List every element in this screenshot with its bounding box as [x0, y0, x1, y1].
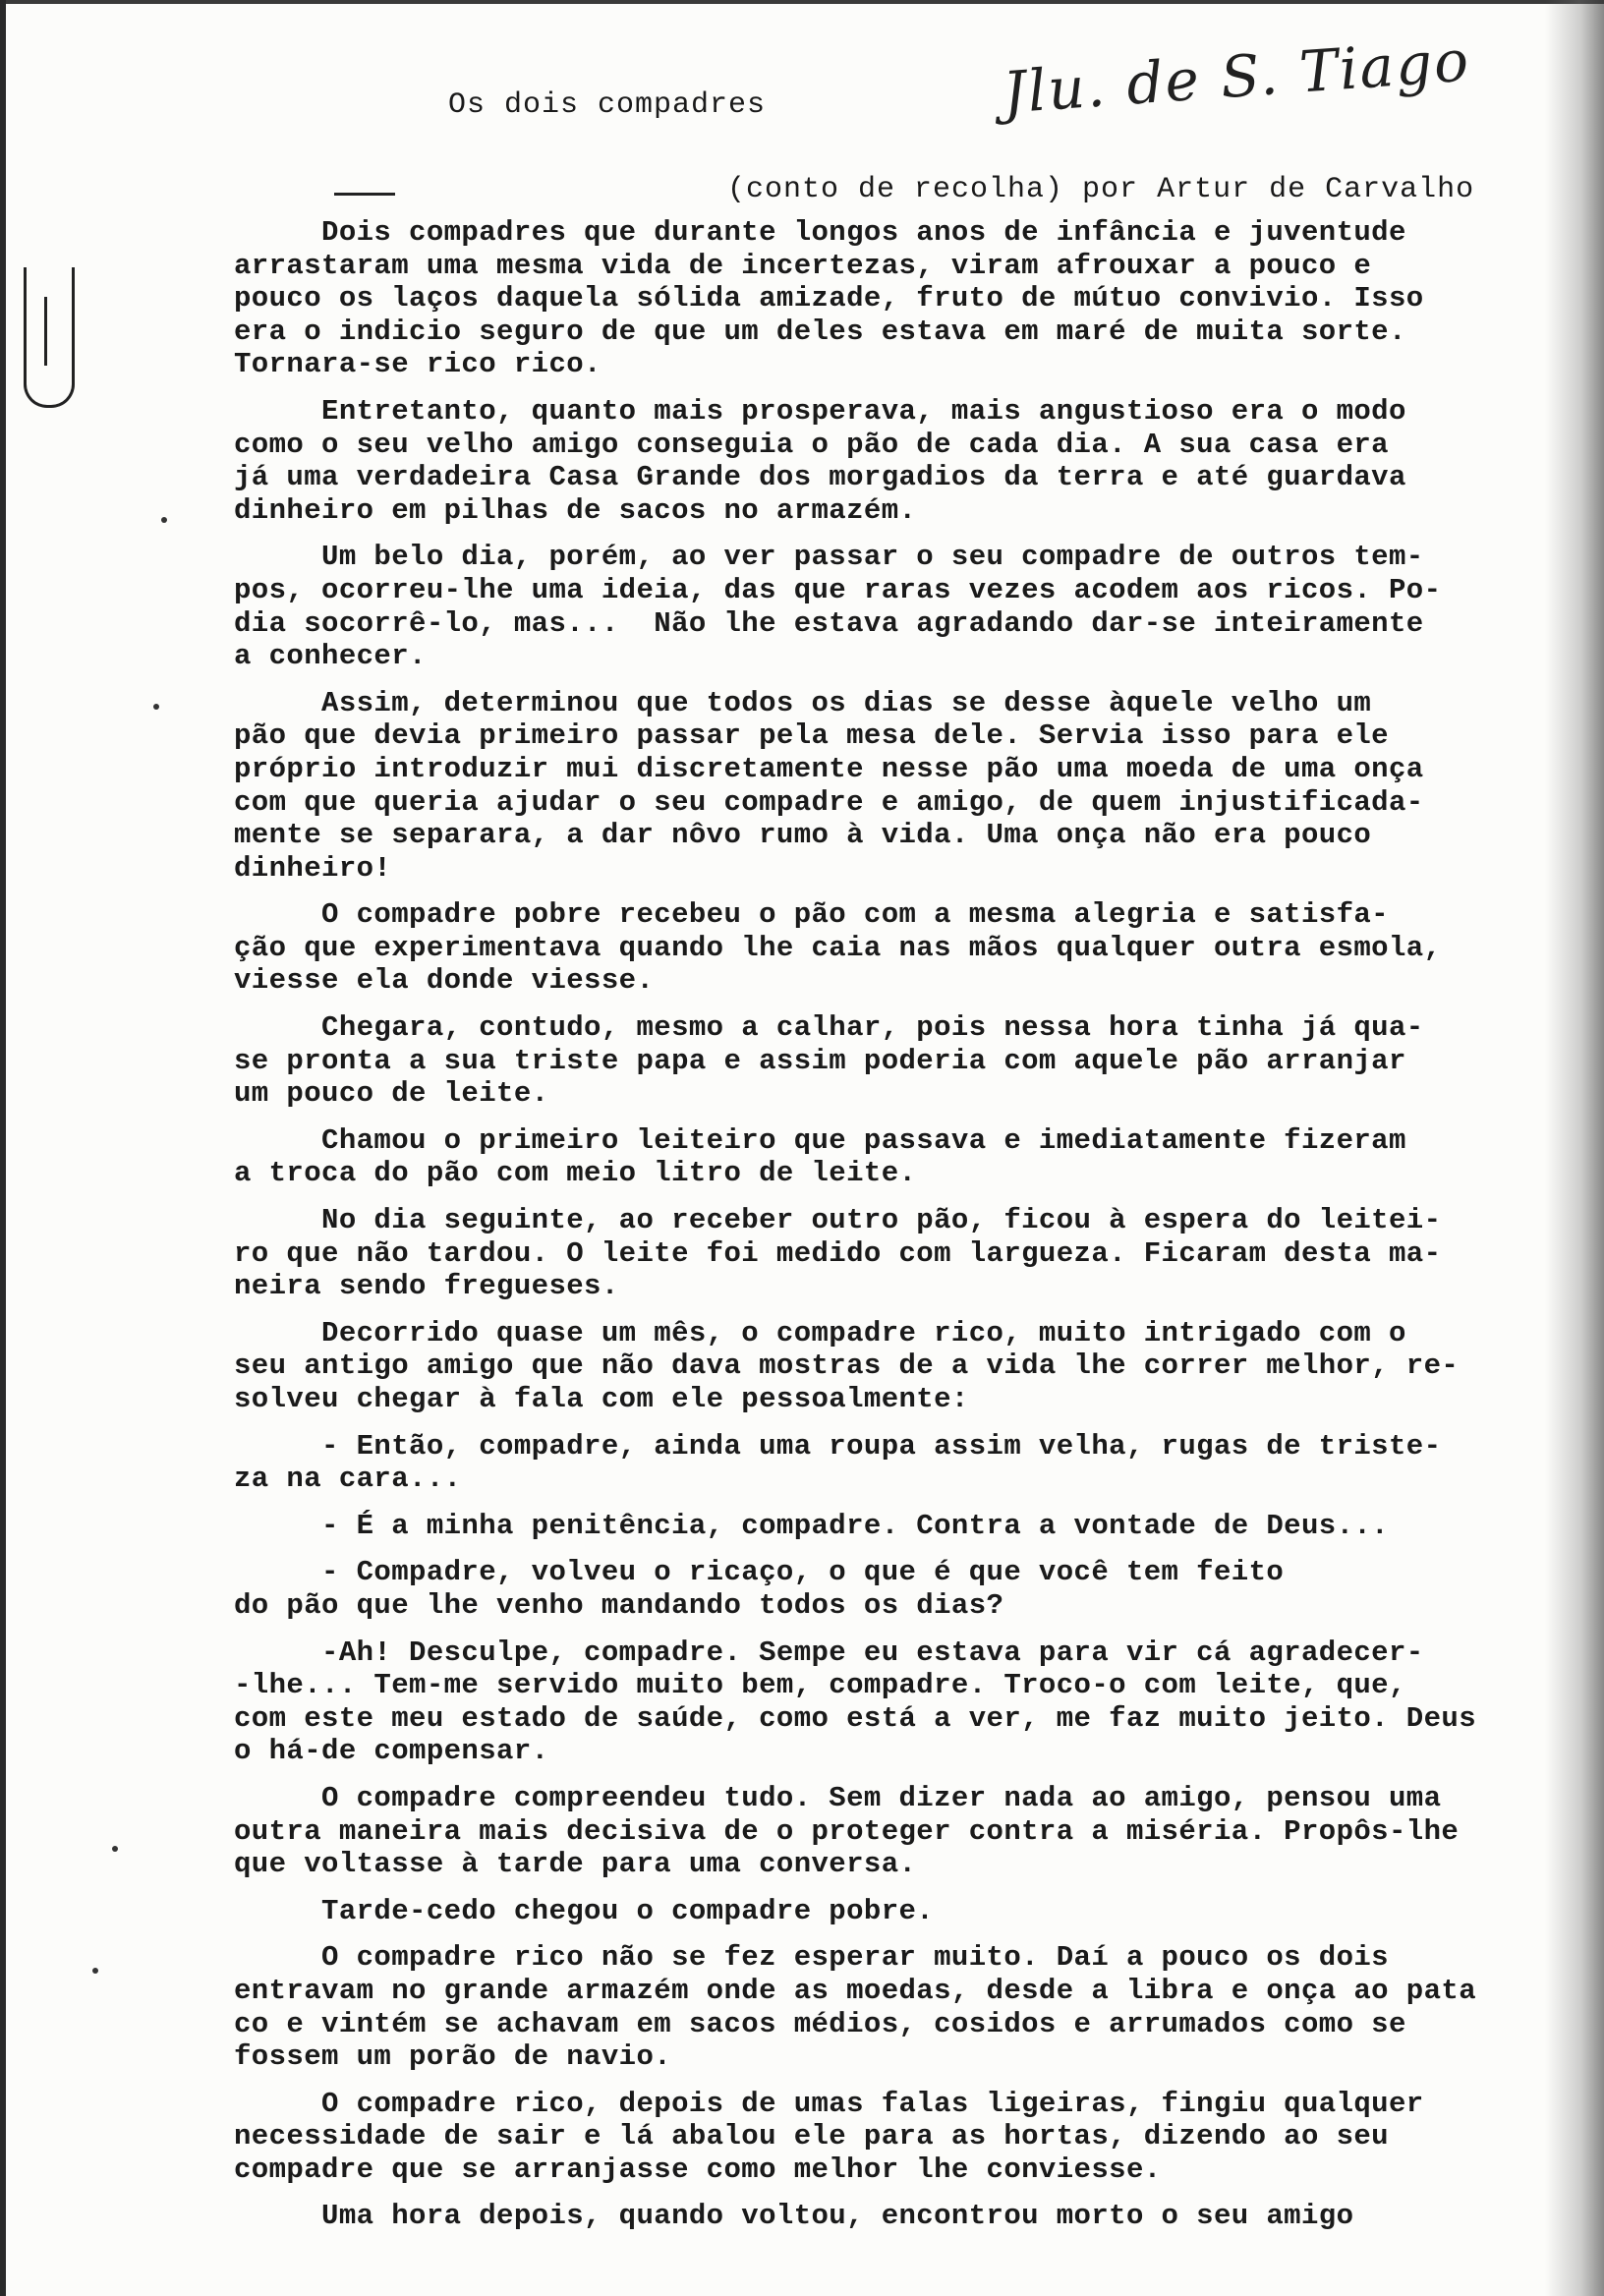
paragraph — [234, 541, 1584, 672]
paragraph — [234, 1782, 1584, 1881]
text-line: o há-de compensar. — [234, 1735, 549, 1768]
text-line: viesse ela donde viesse. — [234, 964, 655, 998]
text-line: pos, ocorreu-lhe uma ideia, das que raras vezes acodem aos ricos. Po- — [234, 573, 1442, 606]
text-line: Chamou o primeiro leiteiro que passava e imediatamente fizeram — [234, 1123, 1406, 1157]
text-line: que voltasse à tarde para uma conversa. — [234, 1848, 917, 1881]
paragraph — [234, 1510, 1584, 1543]
paragraph — [234, 1124, 1584, 1190]
text-line: - É a minha penitência, compadre. Contra a vontade de Deus... — [234, 1509, 1389, 1542]
text-line: O compadre pobre recebeu o pão com a mesma alegria e satisfa- — [234, 898, 1389, 932]
paragraph — [234, 216, 1584, 381]
margin-dot — [161, 517, 167, 523]
paragraph — [234, 1895, 1584, 1928]
text-line: a troca do pão com meio litro de leite. — [234, 1157, 917, 1190]
text-line: um pouco de leite. — [234, 1077, 549, 1111]
text-line: co e vintém se achavam em sacos médios, cosidos e arrumados como se — [234, 2007, 1406, 2040]
text-line: pouco os laços daquela sólida amizade, fruto de mútuo convivio. Isso — [234, 282, 1424, 316]
text-line: dia socorrê-lo, mas... Não lhe estava agradando dar-se inteiramente — [234, 606, 1424, 640]
text-line: ção que experimentava quando lhe caia nas mãos qualquer outra esmola, — [234, 931, 1442, 964]
text-line: Tornara-se rico rico. — [234, 348, 602, 381]
margin-dot — [153, 704, 159, 710]
margin-dot — [112, 1846, 118, 1852]
text-line: necessidade de sair e lá abalou ele para as hortas, dizendo ao seu — [234, 2120, 1389, 2153]
text-line: Chegara, contudo, mesmo a calhar, pois nessa hora tinha já qua- — [234, 1011, 1424, 1045]
text-line: -Ah! Desculpe, compadre. Sempe eu estava para vir cá agradecer- — [234, 1636, 1424, 1669]
paragraph — [234, 1941, 1584, 2073]
paperclip-icon — [24, 267, 75, 408]
document-title: Os dois compadres — [448, 88, 767, 122]
text-line: Decorrido quase um mês, o compadre rico, muito intrigado com o — [234, 1316, 1406, 1349]
text-line: Um belo dia, porém, ao ver passar o seu compadre de outros tem- — [234, 541, 1424, 574]
margin-dot — [92, 1968, 98, 1974]
paragraph — [234, 2200, 1584, 2233]
scan-edge-top — [0, 0, 1604, 4]
text-line: ro que não tardou. O leite foi medido com largueza. Ficaram desta ma- — [234, 1236, 1442, 1270]
text-line: -lhe... Tem-me servido muito bem, compadre. Troco-o com leite, que, — [234, 1669, 1406, 1702]
text-line: com este meu estado de saúde, como está a ver, me faz muito jeito. Deus — [234, 1701, 1477, 1735]
document-subtitle: (conto de recolha) por Artur de Carvalho — [727, 173, 1475, 206]
paragraph — [234, 1011, 1584, 1111]
text-line: se pronta a sua triste papa e assim poderia com aquele pão arranjar — [234, 1044, 1406, 1077]
text-line: pão que devia primeiro passar pela mesa dele. Servia isso para ele — [234, 719, 1389, 753]
paragraph — [234, 395, 1584, 527]
text-line: outra maneira mais decisiva de o proteger contra a miséria. Propôs-lhe — [234, 1814, 1460, 1848]
text-line: O compadre rico, depois de umas falas ligeiras, fingiu qualquer — [234, 2087, 1424, 2120]
text-line: Dois compadres que durante longos anos de infância e juventude — [234, 216, 1406, 249]
text-line: solveu chegar à fala com ele pessoalmente: — [234, 1383, 969, 1415]
text-line: era o indicio seguro de que um deles estava em maré de muita sorte. — [234, 315, 1406, 348]
pencil-mark — [334, 193, 395, 196]
paragraph — [234, 2088, 1584, 2187]
text-line: entravam no grande armazém onde as moedas, desde a libra e onça ao pata — [234, 1974, 1477, 2007]
text-line: dinheiro em pilhas de sacos no armazém. — [234, 493, 917, 527]
scan-edge-left — [0, 0, 6, 2296]
text-line: como o seu velho amigo conseguia o pão de cada dia. A sua casa era — [234, 428, 1389, 461]
handwritten-signature: Jlu. de S. Tiago — [1001, 27, 1473, 127]
text-line: Tarde-cedo chegou o compadre pobre. — [234, 1894, 935, 1927]
text-line: com que queria ajudar o seu compadre e amigo, de quem injustificada- — [234, 785, 1424, 819]
text-line: neira sendo fregueses. — [234, 1270, 619, 1303]
paragraph — [234, 1556, 1584, 1622]
text-line: mente se separara, a dar nôvo rumo à vida. Uma onça não era pouco — [234, 819, 1372, 852]
text-line: próprio introduzir mui discretamente nesse pão uma moeda de uma onça — [234, 752, 1424, 785]
document-body — [234, 216, 1584, 2247]
text-line: O compadre rico não se fez esperar muito. Daí a pouco os dois — [234, 1941, 1389, 1975]
paragraph — [234, 687, 1584, 886]
text-line: fossem um porão de navio. — [234, 2040, 672, 2074]
paragraph — [234, 898, 1584, 998]
text-line: seu antigo amigo que não dava mostras de a vida lhe correr melhor, re- — [234, 1349, 1460, 1383]
paragraph — [234, 1317, 1584, 1416]
text-line: - Então, compadre, ainda uma roupa assim velha, rugas de triste- — [234, 1429, 1442, 1463]
text-line: No dia seguinte, ao receber outro pão, ficou à espera do leitei- — [234, 1204, 1442, 1237]
text-line: O compadre compreendeu tudo. Sem dizer nada ao amigo, pensou uma — [234, 1781, 1442, 1814]
text-line: arrastaram uma mesma vida de incertezas, viram afrouxar a pouco e — [234, 249, 1372, 282]
text-line: compadre que se arranjasse como melhor lhe conviesse. — [234, 2152, 1162, 2186]
text-line: Uma hora depois, quando voltou, encontrou morto o seu amigo — [234, 2200, 1354, 2233]
text-line: a conhecer. — [234, 640, 427, 673]
paragraph — [234, 1636, 1584, 1768]
paragraph — [234, 1430, 1584, 1496]
text-line: dinheiro! — [234, 851, 392, 885]
text-line: já uma verdadeira Casa Grande dos morgadios da terra e até guardava — [234, 461, 1406, 494]
text-line: Assim, determinou que todos os dias se desse àquele velho um — [234, 686, 1372, 719]
text-line: Entretanto, quanto mais prosperava, mais angustioso era o modo — [234, 394, 1406, 428]
text-line: do pão que lhe venho mandando todos os dias? — [234, 1588, 1004, 1622]
text-line: za na cara... — [234, 1463, 462, 1496]
paragraph — [234, 1204, 1584, 1303]
text-line: - Compadre, volveu o ricaço, o que é que você tem feito — [234, 1556, 1285, 1589]
